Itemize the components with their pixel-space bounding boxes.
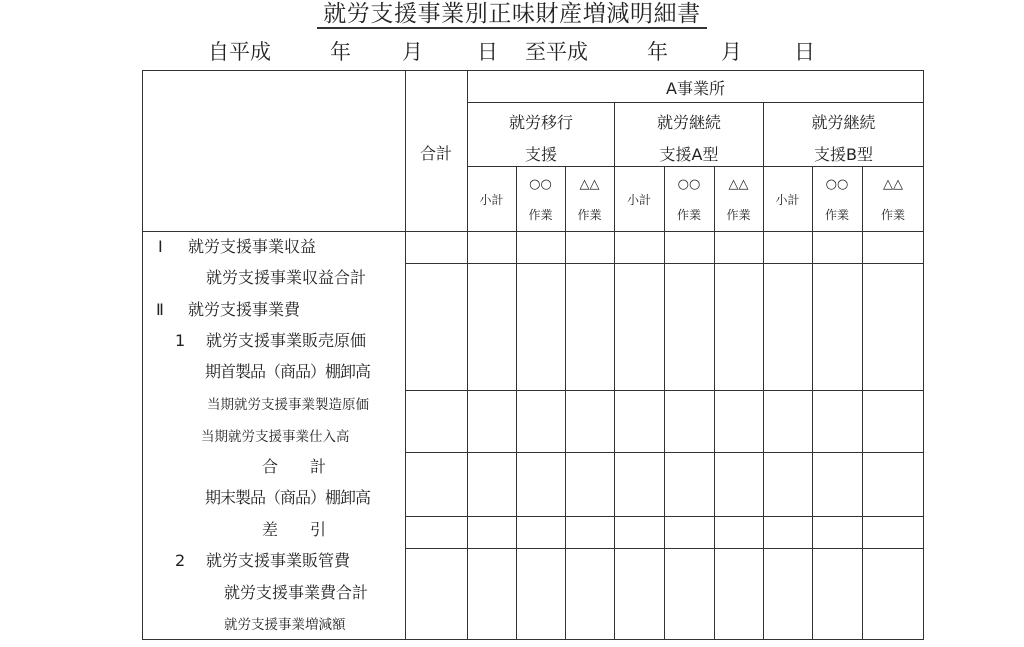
period-to-year: 年: [647, 40, 668, 64]
row-number: Ⅰ: [158, 237, 163, 256]
row-label-expenses: 就労支援事業費: [188, 300, 301, 319]
group-header-line2: 支援A型: [659, 145, 719, 164]
col-line-sub: [862, 166, 863, 640]
group-header-line1: 就労継続: [811, 113, 876, 132]
col-line-group: [614, 102, 615, 640]
period-from-label: 自平成: [208, 40, 271, 64]
row-label-revenue-total: 就労支援事業収益合計: [206, 268, 367, 287]
document-title: 就労支援事業別正味財産増減明細書: [317, 1, 707, 29]
table-top-border: [142, 70, 924, 71]
work-tt-header: △△: [728, 177, 749, 192]
period-from-year: 年: [330, 40, 351, 64]
work-oo-header-line2: 作業: [824, 208, 849, 222]
col-line-sub: [664, 166, 665, 640]
row-number: 1: [175, 331, 186, 350]
table-left-border: [142, 70, 143, 640]
work-tt-header: △△: [883, 177, 903, 192]
work-oo-header: ○○: [529, 177, 552, 192]
group-header-line2: 支援B型: [814, 145, 873, 164]
work-oo-header-line2: 作業: [528, 208, 553, 222]
work-tt-header-line2: 作業: [726, 208, 751, 222]
period-from-month: 月: [402, 40, 423, 64]
table-bottom-border: [142, 639, 924, 640]
row-label-purchases: 当期就労支援事業仕入高: [201, 429, 350, 445]
row-label-difference: 差 引: [262, 520, 327, 539]
subtotal-header: 小計: [479, 193, 504, 207]
period-to-month: 月: [721, 40, 742, 64]
period-to-label: 至平成: [525, 40, 588, 64]
work-tt-header-line2: 作業: [577, 208, 602, 222]
row-label-cost-of-sales: 就労支援事業販売原価: [206, 331, 367, 350]
row-label-net-change: 就労支援事業増減額: [224, 617, 346, 633]
group-header-line1: 就労継続: [656, 113, 721, 132]
header-line-office: [467, 102, 924, 103]
row-label-closing-inventory: 期末製品（商品）棚卸高: [205, 488, 371, 507]
row-label-subtotal: 合 計: [262, 457, 327, 476]
row-number: Ⅱ: [156, 300, 164, 319]
group-header-line2: 支援: [524, 145, 557, 164]
row-label-manufacturing-cost: 当期就労支援事業製造原価: [207, 397, 369, 413]
period-from-day: 日: [477, 40, 498, 64]
row-label-expenses-total: 就労支援事業費合計: [224, 583, 369, 602]
row-label-sga-expenses: 就労支援事業販管費: [206, 551, 351, 570]
col-line-sub: [516, 166, 517, 640]
header-line-groups: [467, 166, 924, 167]
work-tt-header: △△: [579, 177, 600, 192]
row-label-revenue: 就労支援事業収益: [188, 237, 317, 256]
work-tt-header-line2: 作業: [880, 208, 905, 222]
work-oo-header: ○○: [825, 177, 849, 192]
subtotal-header: 小計: [775, 193, 800, 207]
col-line-sub: [565, 166, 566, 640]
col-line-group: [763, 102, 764, 640]
header-bottom-line: [142, 231, 924, 232]
subtotal-header: 小計: [626, 193, 651, 207]
row-label-opening-inventory: 期首製品（商品）棚卸高: [205, 362, 371, 381]
col-line-sub: [714, 166, 715, 640]
row-number: 2: [175, 551, 186, 570]
total-column-header: 合計: [419, 144, 452, 163]
period-to-day: 日: [794, 40, 815, 64]
work-oo-header: ○○: [677, 177, 701, 192]
group-header-line1: 就労移行: [508, 113, 573, 132]
col-line-sub: [812, 166, 813, 640]
work-oo-header-line2: 作業: [676, 208, 701, 222]
office-header: A事業所: [666, 79, 725, 98]
